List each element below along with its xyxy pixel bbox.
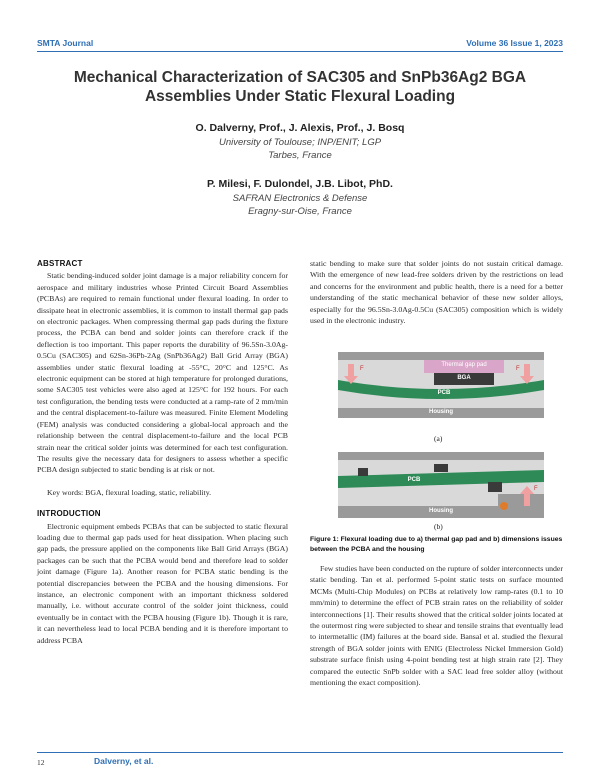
abstract-text: Static bending-induced solder joint damage is a major reliability concern for aerospace and military industries whose Printed Circuit Board Assemblies (PCBAs) are required to remain functional under flexural loading. In order to dissipate heat in electronic assemblies, it is common to install thermal gap pads on electronic packages. When compressing thermal gap pads during the fixture process, the PCBA can bend and solder joints can therefore crack if the deflection is too important. This paper reports the durability of 96.5Sn-3.0Ag-0.5Cu (SAC305) and 62Sn-36Pb-2Ag (SnPb36Ag2) Ball Grid Array (BGA) assemblies under static flexural loading at -55°C, 20°C and 125°C. As electronic equipment can be stored at high temperature for prolonged durations, some SAC305 test vehicles were also aged at 125°C for 192 hours. For each test configuration, the bending tests were conducted at a ramp-rate of 2 mm/min and the central displacement-to-failure was measured. Finite Element Modeling (FEM) analysis was conducted considering a global-local approach and the relationship between the central displacement-to-failure and the local PCB strain near the critical solder joints was determined for each test configuration. The results give the necessary data for designers to assess whether a specific PCBA design subjected to static bending is at risk or not. <box>37 271 288 475</box>
author-block-1 <box>40 122 560 162</box>
housing-top <box>338 452 544 460</box>
introduction-heading: INTRODUCTION <box>37 509 101 519</box>
left-column <box>37 258 288 646</box>
right-column-bottom <box>310 563 563 688</box>
author-affiliation: University of Toulouse; INP/ENIT; LGP <box>218 137 382 148</box>
page-number: 12 <box>37 758 45 767</box>
figure-1a-sublabel: (a) <box>434 434 443 443</box>
author-affiliation: SAFRAN Electronics & Defense <box>232 193 368 204</box>
figure-1b-sublabel: (b) <box>434 522 443 531</box>
author-location: Eragny-sur-Oise, France <box>248 206 352 217</box>
abstract-heading: ABSTRACT <box>37 259 83 268</box>
component <box>358 468 368 476</box>
figure-1b <box>338 452 544 518</box>
right-column-top <box>310 258 563 326</box>
footer-authors: Dalverny, et al. <box>94 756 154 766</box>
force-label-left: F <box>360 366 364 372</box>
force-label: F <box>534 486 538 492</box>
force-label-right: F <box>516 366 520 372</box>
introduction-text: Electronic equipment embeds PCBAs that can be subjected to static flexural loading due to thermal gap pads used for heat dissipation. When placing such gap pads, the pressure applied on the components like Ball Grid Arrays (BGA) packages can be such that the PCBA would bend and therefore lead to solder joint damage (Figure 1a). Another reason for PCBA static bending is the potential discrepancies between the PCBA and the housing dimensions. For instance, an electronic component with an important thickness soldered manually, i.e. without accurate control of the solder joint thickness, could eventually be in contact with the PCBA housing (Figure 1b). Though it is rare, it can nevertheless lead to local PCBA bending and it is therefore important to address PCBA <box>37 521 288 645</box>
gap-pad-label: Thermal gap pad <box>441 362 487 368</box>
footer-divider <box>37 752 563 753</box>
author-block-2 <box>40 178 560 218</box>
housing-label: Housing <box>429 508 453 514</box>
figure-1a <box>338 352 544 418</box>
component <box>434 464 448 472</box>
header-divider <box>37 51 563 52</box>
continued-text: static bending to make sure that solder joints do not sustain critical damage. With the emergence of new lead-free solders driven by the restrictions on lead and concerns for the environment and public health, there is a need for a better understanding of the static mechanical behavior of these new solder alloys, especially for the 96.5Sn-3.0Ag-0.5Cu (SAC305) composition which is widely used in the electronic industry. <box>310 259 563 326</box>
author-names: P. Milesi, F. Dulondel, J.B. Libot, PhD. <box>207 178 393 190</box>
volume-info: Volume 36 Issue 1, 2023 <box>466 38 563 48</box>
journal-name: SMTA Journal <box>37 38 94 48</box>
thick-component <box>488 482 502 492</box>
figure-caption: Figure 1: Flexural loading due to a) thermal gap pad and b) dimensions issues between the PCBA and the housing <box>310 536 563 553</box>
paper-title: Mechanical Characterization of SAC305 and SnPb36Ag2 BGA Assemblies Under Static Flexural Loading <box>73 69 527 105</box>
author-names: O. Dalverny, Prof., J. Alexis, Prof., J. Bosq <box>195 122 405 134</box>
literature-text: Few studies have been conducted on the rupture of solder interconnects under static bending. Tan et al. performed 5-point static tests on surface mounted MCMs (Multi-Chip Modules) on PCBs at relatively low ramp-rates (0.1 to 10 mm/min) to determine the effect of PCB strain rates on the reliability of solder interconnections [1]. Their results showed that the critical solder joints located at the outermost ring were subjected to shear and tensile strains that eventually lead to intermetallic (IM) failures at the board side. Bansal et al. studied the flexural strength of BGA solder joints with ENIG (Electroless Nickel Immersion Gold) substrate surface finish using 4-point bending test at high strain rate [2]. They compared the eutectic SnPb solder with a SAC lead free solder alloy (without mentioning the exact composition). <box>310 564 563 688</box>
housing-top <box>338 352 544 360</box>
author-location: Tarbes, France <box>268 150 332 161</box>
housing-label: Housing <box>429 409 453 415</box>
keywords: Key words: BGA, flexural loading, static, reliability. <box>47 487 212 497</box>
pcb-label: PCB <box>437 390 451 396</box>
pcb-label: PCB <box>407 477 421 483</box>
bga-label: BGA <box>457 375 471 381</box>
